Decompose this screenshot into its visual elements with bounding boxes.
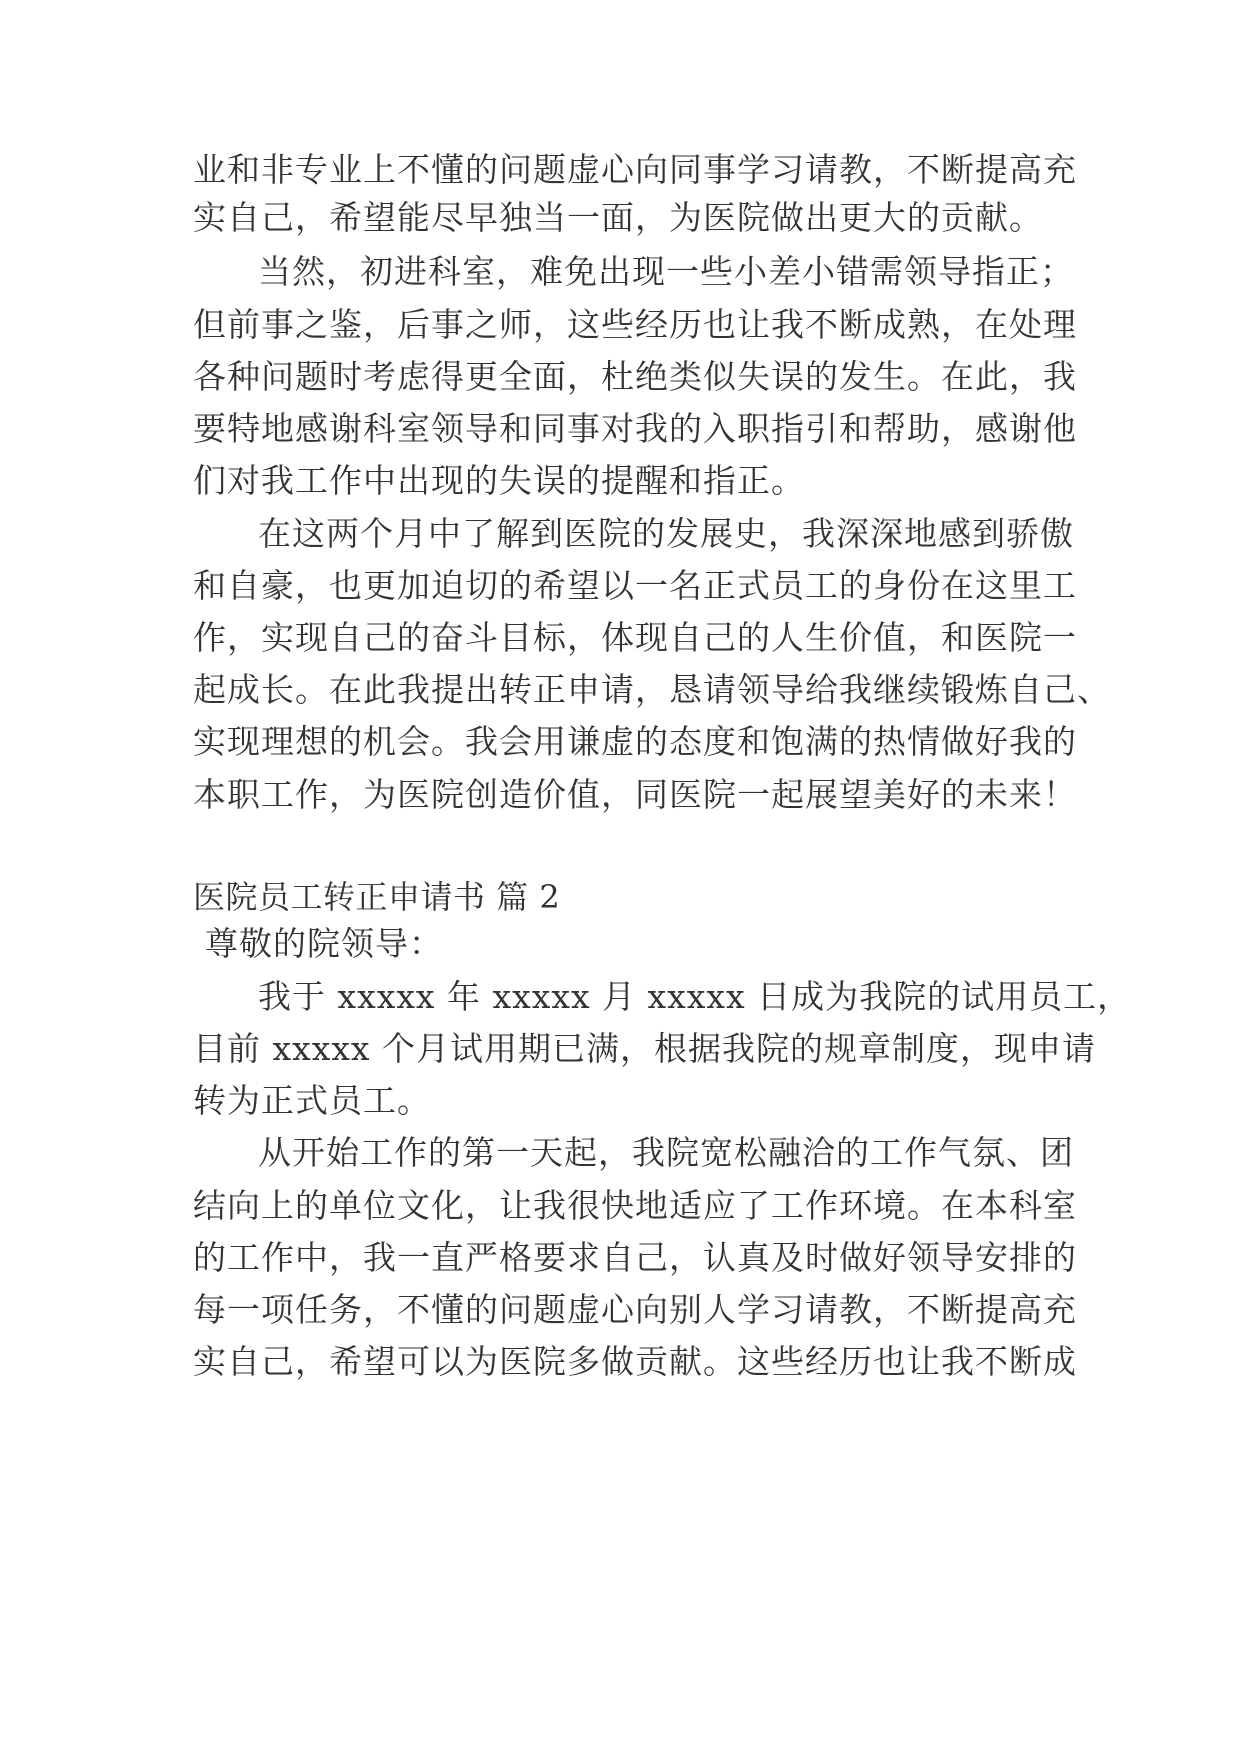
text-line: 转为正式员工。: [193, 1081, 431, 1120]
text-line: 各种问题时考虑得更全面，杜绝类似失误的发生。在此，我: [193, 357, 1077, 396]
text-line: 要特地感谢科室领导和同事对我的入职指引和帮助，感谢他: [193, 409, 1077, 448]
text-line: 从开始工作的第一天起，我院宽松融洽的工作气氛、团: [258, 1133, 1074, 1172]
text-line: 当然，初进科室，难免出现一些小差小错需领导指正；: [258, 252, 1074, 291]
text-line: 作，实现自己的奋斗目标，体现自己的人生价值，和医院一: [193, 618, 1077, 657]
text-line: 在这两个月中了解到医院的发展史，我深深地感到骄傲: [258, 514, 1074, 553]
text-line: 的工作中，我一直严格要求自己，认真及时做好领导安排的: [193, 1238, 1077, 1277]
salutation: 尊敬的院领导：: [205, 924, 443, 963]
text-line: 实自己，希望能尽早独当一面，为医院做出更大的贡献。: [193, 198, 1043, 237]
text-line: 起成长。在此我提出转正申请，恳请领导给我继续锻炼自己、: [193, 670, 1111, 709]
text-line: 我于 xxxxx 年 xxxxx 月 xxxxx 日成为我院的试用员工，: [258, 977, 1132, 1016]
text-line: 结向上的单位文化，让我很快地适应了工作环境。在本科室: [193, 1186, 1077, 1225]
text-line: 本职工作，为医院创造价值，同医院一起展望美好的未来！: [193, 775, 1077, 814]
text-line: 实自己，希望可以为医院多做贡献。这些经历也让我不断成: [193, 1342, 1077, 1381]
section-heading: 医院员工转正申请书 篇 2: [193, 878, 561, 916]
text-line: 实现理想的机会。我会用谦虚的态度和饱满的热情做好我的: [193, 722, 1077, 761]
text-line: 和自豪，也更加迫切的希望以一名正式员工的身份在这里工: [193, 566, 1077, 605]
text-line: 但前事之鉴，后事之师，这些经历也让我不断成熟，在处理: [193, 305, 1077, 344]
text-line: 目前 xxxxx 个月试用期已满，根据我院的规章制度，现申请: [193, 1029, 1097, 1068]
text-line: 们对我工作中出现的失误的提醒和指正。: [193, 461, 805, 500]
text-line: 每一项任务，不懂的问题虚心向别人学习请教，不断提高充: [193, 1290, 1077, 1329]
text-line: 业和非专业上不懂的问题虚心向同事学习请教，不断提高充: [193, 150, 1077, 189]
